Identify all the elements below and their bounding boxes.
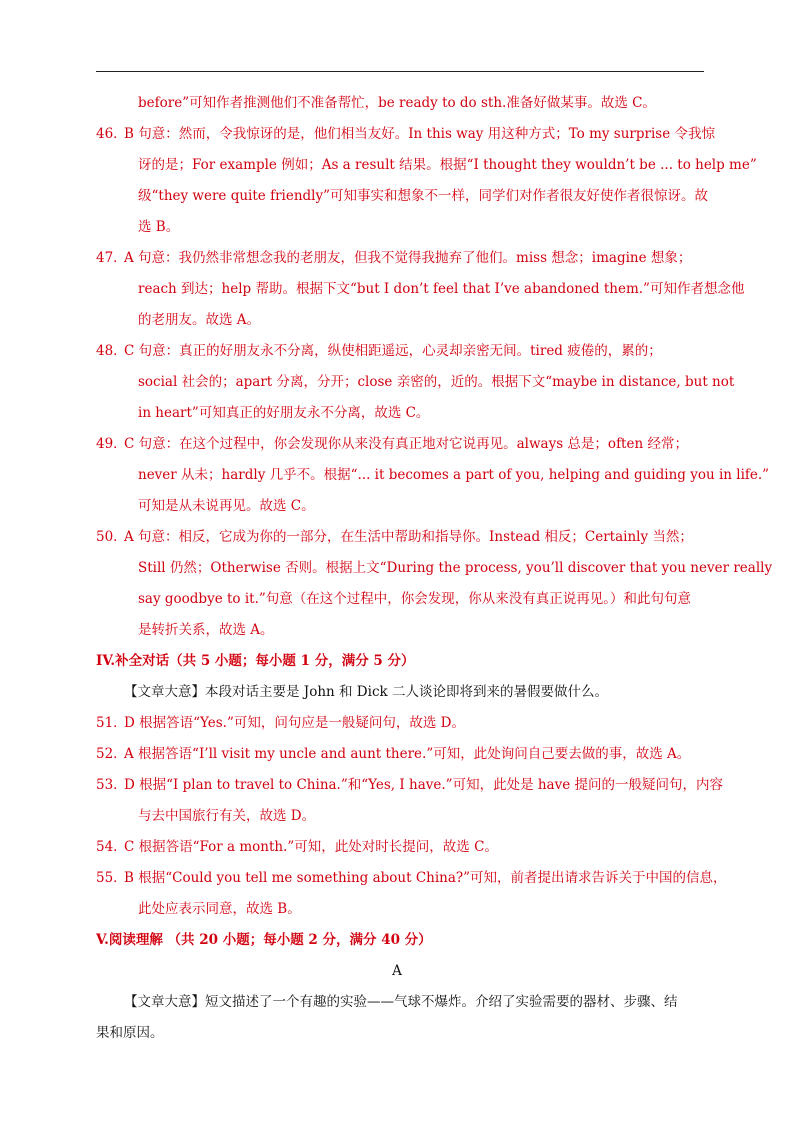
q50-line-3 [96,584,708,615]
q48-line-2 [96,367,735,398]
q45-text: before”可知作者推测他们不准备帮忙，be ready to do sth.准备好做某事。故选 C。 [138,95,656,111]
section-iv-summary [96,677,708,708]
section-v-heading [96,925,708,956]
q50-line-4 [96,615,708,646]
passage-a-summary-line-1 [96,987,708,1018]
answer-key-body [96,88,773,1049]
q55-number: 55． [96,870,127,886]
q46-line-2 [96,150,757,181]
q46-line-4 [96,212,708,243]
q54-text-1: C 根据答语“For a month.”可知，此处对时长提问，故选 C。 [124,839,498,855]
q54-number: 54． [96,839,127,855]
q48-number: 48． [96,343,127,359]
q49-number: 49． [96,436,127,452]
q52-number: 52． [96,746,127,762]
q50-text-4: 是转折关系，故选 A。 [138,622,274,638]
q50-number: 50． [96,529,127,545]
q55-line-2 [96,894,708,925]
section-iv-title: IV.补全对话（共 5 小题；每小题 1 分，满分 5 分） [96,653,415,669]
q50-text-3: say goodbye to it.”句意（在这个过程中，你会发现，你从来没有真正说再见。）和此句句意 [138,591,692,607]
q51-text-1: D 根据答语“Yes.”可知，问句应是一般疑问句，故选 D。 [124,715,465,731]
section-iv-heading [96,646,708,677]
passage-a-letter: A [392,963,402,979]
q46-text-3: 级“they were quite friendly”可知事实和想象不一样，同学们对作者很友好使作者很惊讶。故 [138,188,709,204]
q48-text-2: social 社会的；apart 分离，分开；close 亲密的，近的。根据下文“maybe in distance, but not [138,374,735,390]
q46-text-1: B 句意：然而，令我惊讶的是，他们相当友好。In this way 用这种方式；To my surprise 令我惊 [124,126,715,142]
q47-text-1: A 句意：我仍然非常想念我的老朋友，但我不觉得我抛弃了他们。miss 想念；imagine 想象； [124,250,692,266]
q46-line-1 [96,119,715,150]
q47-line-2 [96,274,745,305]
q48-text-1: C 句意：真正的好朋友永不分离，纵使相距遥远，心灵却亲密无间。tired 疲倦的，累的； [124,343,662,359]
q48-line-1 [96,336,708,367]
q50-text-2: Still 仍然；Otherwise 否则。根据上文“During the process, you’ll discover that you never really [138,560,773,576]
q47-text-3: 的老朋友。故选 A。 [138,312,261,328]
passage-a-summary-line-2 [96,1018,708,1049]
q47-text-2: reach 到达；help 帮助。根据下文“but I don’t feel that I’ve abandoned them.”可知作者想念他 [138,281,745,297]
q49-text-3: 可知是从未说再见。故选 C。 [138,498,315,514]
q53-text-1: D 根据“I plan to travel to China.”和“Yes, I have.”可知，此处是 have 提问的一般疑问句，内容 [124,777,724,793]
q55-line-1 [96,863,727,894]
q46-number: 46． [96,126,127,142]
q55-text-2: 此处应表示同意，故选 B。 [138,901,301,917]
section-v-title: V.阅读理解 （共 20 小题；每小题 2 分，满分 40 分） [96,932,432,948]
q49-text-2: never 从未；hardly 几乎不。根据“... it becomes a part of you, helping and guiding you in life.” [138,467,770,483]
q53-text-2: 与去中国旅行有关，故选 D。 [138,808,316,824]
passage-a-summary-text-2: 果和原因。 [96,1025,164,1041]
q55-text-1: B 根据“Could you tell me something about China?”可知，前者提出请求告诉关于中国的信息， [124,870,727,886]
q49-line-3 [96,491,708,522]
passage-a-label [96,956,708,987]
q48-text-3: in heart”可知真正的好朋友永不分离，故选 C。 [138,405,430,421]
q48-line-3 [96,398,708,429]
q49-line-1 [96,429,708,460]
q47-line-3 [96,305,708,336]
q47-line-1 [96,243,708,274]
q51-number: 51． [96,715,127,731]
q52-text-1: A 根据答语“I’ll visit my uncle and aunt there.”可知，此处询问自己要去做的事，故选 A。 [124,746,691,762]
q53-line-2 [96,801,708,832]
q51-line-1 [96,708,708,739]
q49-line-2 [96,460,770,491]
q50-line-2 [96,553,773,584]
header-rule [96,71,704,72]
q53-number: 53． [96,777,127,793]
q54-line-1 [96,832,708,863]
q46-line-3 [96,181,708,212]
q45-continuation [96,88,708,119]
q53-line-1 [96,770,724,801]
q47-number: 47． [96,250,127,266]
q52-line-1 [96,739,708,770]
q46-text-4: 选 B。 [138,219,180,235]
q50-text-1: A 句意：相反，它成为你的一部分，在生活中帮助和指导你。Instead 相反；Certainly 当然； [124,529,693,545]
q50-line-1 [96,522,708,553]
q46-text-2: 讶的是；For example 例如；As a result 结果。根据“I thought they wouldn’t be ... to help me” [138,157,757,173]
passage-a-summary-text-1: 【文章大意】短文描述了一个有趣的实验——气球不爆炸。介绍了实验需要的器材、步骤、结 [124,994,678,1010]
q49-text-1: C 句意：在这个过程中，你会发现你从来没有真正地对它说再见。always 总是；often 经常； [124,436,688,452]
section-iv-summary-text: 【文章大意】本段对话主要是 John 和 Dick 二人谈论即将到来的暑假要做什么。 [124,684,608,700]
